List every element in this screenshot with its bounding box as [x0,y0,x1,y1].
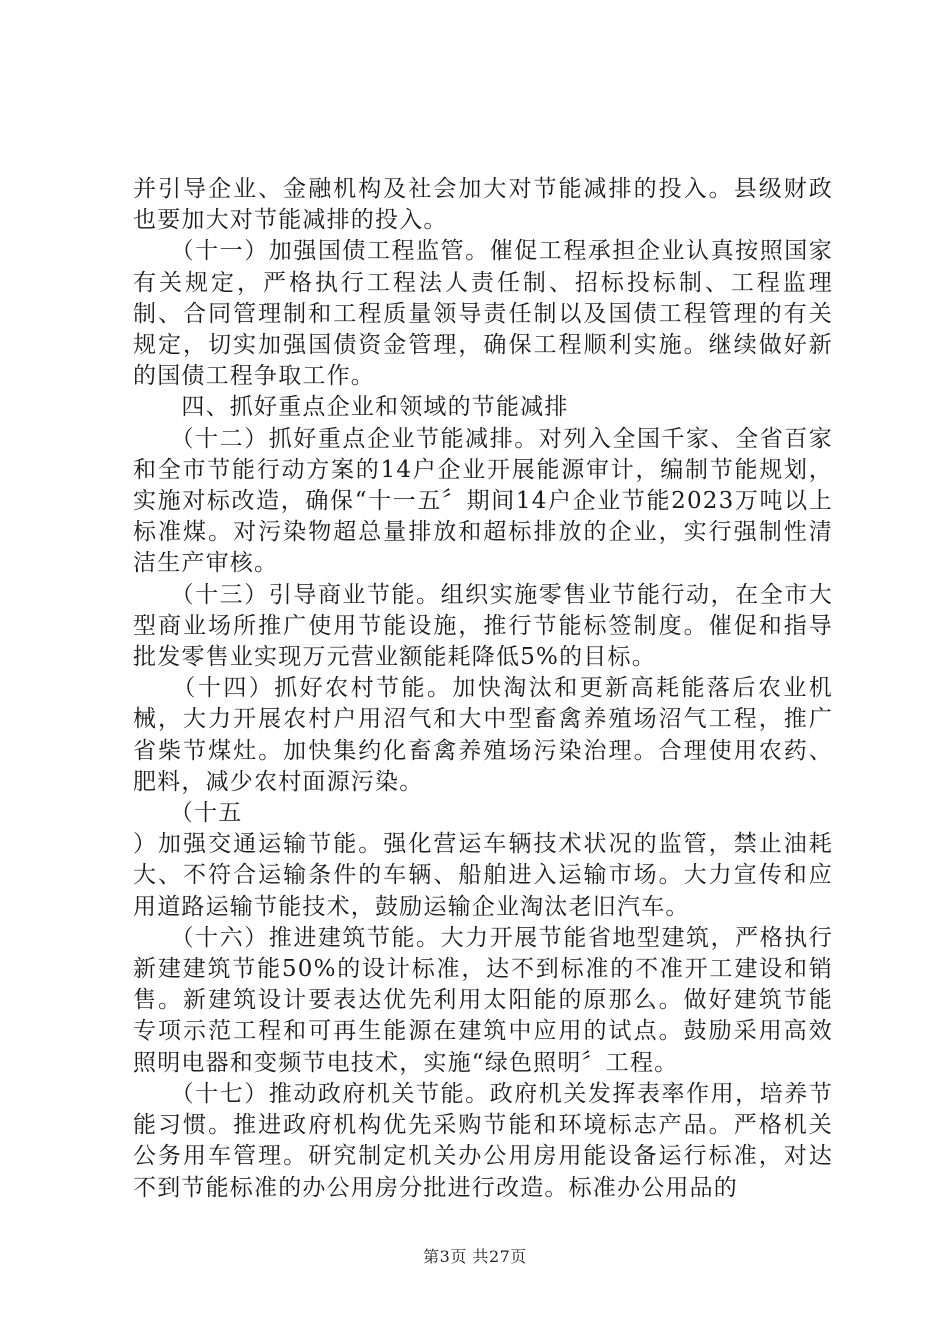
paragraph: 并引导企业、金融机构及社会加大对节能减排的投入。县级财政也要加大对节能减排的投入。 [133,176,833,234]
paragraph: （十二）抓好重点企业节能减排。对列入全国千家、全省百家和全市节能行动方案的14户企业开展能源审计，编制节能规划，实施对标改造，确保“十一五〞期间14户企业节能2023万吨以上标准煤。对污染物超总量排放和超标排放的企业，实行强制性清洁生产审核。 [133,425,833,577]
paragraph: （十五 [133,800,243,827]
paragraph: ）加强交通运输节能。强化营运车辆技术状况的监管，禁止油耗大、不符合运输条件的车辆、船舶进入运输市场。大力宣传和应用道路运输节能技术，鼓励运输企业淘汰老旧汽车。 [133,831,833,920]
paragraph: （十六）推进建筑节能。大力开展节能省地型建筑，严格执行新建建筑节能50%的设计标准，达不到标准的不准开工建设和销售。新建筑设计要表达优先利用太阳能的原那么。做好建筑节能专项示范工程和可再生能源在建筑中应用的试点。鼓励采用高效照明电器和变频节电技术，实施“绿色照明〞工程。 [133,924,833,1076]
section-heading: 四、抓好重点企业和领域的节能减排 [133,394,569,421]
page-footer: 第3页 共27页 [423,1247,527,1266]
paragraph: （十七）推动政府机关节能。政府机关发挥表率作用，培养节能习惯。推进政府机构优先采购节能和环境标志产品。严格机关公务用车管理。研究制定机关办公用房用能设备运行标准，对达不到节能标准的办公用房分批进行改造。标准办公用品的 [133,1080,833,1201]
document-body [133,174,833,1204]
paragraph: （十三）引导商业节能。组织实施零售业节能行动，在全市大型商业场所推广使用节能设施，推行节能标签制度。催促和指导批发零售业实现万元营业额能耗降低5%的目标。 [133,581,833,671]
paragraph: （十四）抓好农村节能。加快淘汰和更新高耗能落后农业机械，大力开展农村户用沼气和大中型畜禽养殖场沼气工程，推广省柴节煤灶。加快集约化畜禽养殖场污染治理。合理使用农药、肥料，减少农村面源污染。 [133,675,833,795]
paragraph: （十一）加强国债工程监管。催促工程承担企业认真按照国家有关规定，严格执行工程法人责任制、招标投标制、工程监理制、合同管理制和工程质量领导责任制以及国债工程管理的有关规定，切实加强国债资金管理，确保工程顺利实施。继续做好新的国债工程争取工作。 [133,238,833,390]
